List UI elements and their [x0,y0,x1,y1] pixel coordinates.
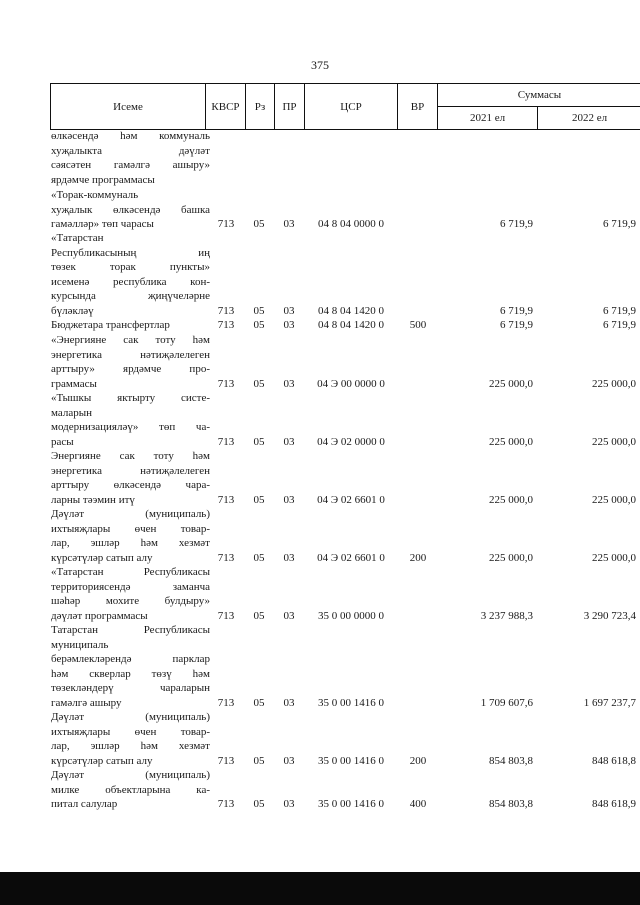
rz-cell: 05 [253,304,265,317]
row-name-line: расы [51,435,74,448]
row-name-line: хуҗалыкта дәүләт [51,144,210,157]
row-name-line: энергетика нәтиҗәлелеген [51,348,210,361]
csr-cell: 04 8 04 1420 0 [318,304,384,317]
row-name [51,231,210,318]
row-name-line: арттыру өлкәсендә чара- [51,479,210,491]
kvsr-cell: 713 [217,218,235,230]
pr-cell: 03 [283,609,295,622]
sum-2021-cell: 6 719,9 [500,319,533,331]
row-name-line: ларны тәэмин итү [51,493,135,506]
row-name-line: сәясәтен гамәлгә ашыру» [51,159,210,171]
kvsr-cell: 713 [217,493,235,506]
table-row [50,318,640,333]
row-name-line: модернизацияләү» төп ча- [51,421,210,433]
row-name-line: Дәүләт (муниципаль) [51,711,210,723]
sum-2022-cell: 225 000,0 [592,435,636,448]
row-name-line: төзекләндерү чараларын [51,682,210,694]
vr-cell: 400 [409,798,427,810]
pr-cell: 03 [283,435,295,448]
sum-2021-cell: 225 000,0 [489,435,533,448]
sum-2022-cell: 3 290 723,4 [583,609,636,622]
sum-2022-cell: 225 000,0 [592,377,636,390]
row-name-line: граммасы [51,377,97,390]
sum-2022-cell: 6 719,9 [603,319,636,331]
row-name-line: шәһәр мохите булдыру» [51,595,210,607]
rz-cell: 05 [253,696,265,709]
csr-cell: 35 0 00 0000 0 [318,609,384,622]
pr-cell: 03 [283,218,295,230]
vr-cell: 200 [409,551,427,564]
row-name-line: гамәлгә ашыру [51,696,122,709]
csr-cell: 04 Э 02 6601 0 [317,551,385,564]
row-name-line: лар, эшләр һәм хезмәт [51,537,210,549]
pr-cell: 03 [283,493,295,506]
kvsr-cell: 713 [217,609,235,622]
table-row [50,188,640,232]
sum-2021-cell: 3 237 988,3 [480,609,533,622]
row-name-line: курсында җиңүчеләрне [51,290,210,302]
header-year-2022: 2022 ел [571,111,608,124]
scan-bottom-border [0,872,640,905]
row-name-line: күрсәтүләр сатып алу [51,754,153,767]
table-row [50,623,640,710]
pr-cell: 03 [283,754,295,767]
sum-2021-cell: 225 000,0 [489,377,533,390]
row-name [51,710,210,768]
row-name-line: өлкәсендә һәм коммуналь [51,130,210,142]
header-csr: ЦСР [305,84,398,129]
row-name-line: Дәүләт (муниципаль) [51,508,210,520]
row-name-line: төзек торак пункты» [51,261,210,273]
row-name-line: ихтыяҗлары өчен товар- [51,522,210,535]
pr-cell: 03 [283,696,295,709]
sum-2021-cell: 854 803,8 [489,798,533,810]
sum-2022-cell: 225 000,0 [592,551,636,564]
sum-2021-cell: 6 719,9 [500,218,533,230]
kvsr-cell: 713 [217,435,235,448]
table-row [50,449,640,507]
vr-cell: 200 [409,754,427,767]
table-row [50,507,640,565]
rz-cell: 05 [253,609,265,622]
sum-2021-cell: 225 000,0 [489,551,533,564]
header-year-2021: 2021 ел [438,106,538,129]
row-name-line: Бюджетара трансфертлар [51,319,170,331]
sum-2022-cell: 6 719,9 [603,218,636,230]
row-name-line: «Тышкы яктырту систе- [51,392,210,404]
row-name-line: күрсәтүләр сатып алу [51,551,153,564]
row-name [51,565,210,623]
table-row [50,565,640,623]
row-name [51,768,210,812]
kvsr-cell: 713 [217,319,235,331]
sum-2021-cell: 225 000,0 [489,493,533,506]
kvsr-cell: 713 [217,304,235,317]
pr-cell: 03 [283,798,295,810]
rz-cell: 05 [253,754,265,767]
row-name [51,507,210,565]
row-name-line: территориясендә заманча [51,580,210,593]
header-name: Исеме [51,84,206,129]
row-name-line: лар, эшләр һәм хезмәт [51,740,210,752]
sum-2021-cell: 6 719,9 [500,304,533,317]
sum-2022-cell: 6 719,9 [603,304,636,317]
csr-cell: 35 0 00 1416 0 [318,754,384,767]
row-name-line: һәм скверлар төзү һәм [51,667,210,680]
vr-cell: 500 [409,319,427,331]
row-name-line: энергетика нәтиҗәлелеген [51,464,210,477]
row-name [51,188,210,232]
rz-cell: 05 [253,551,265,564]
rz-cell: 05 [253,435,265,448]
row-name-line: хуҗалык өлкәсендә башка [51,203,210,216]
row-name [51,333,210,391]
row-name-line: питал салулар [51,798,118,810]
row-name-line: Татарстан Республикасы [51,624,210,636]
pr-cell: 03 [283,319,295,331]
row-name [51,318,210,333]
pr-cell: 03 [283,551,295,564]
row-name-line: «Энергияне сак тоту һәм [51,334,210,346]
sum-2021-cell: 1 709 607,6 [480,696,533,709]
sum-2022-cell: 1 697 237,7 [583,696,636,709]
row-name-line: муниципаль [51,638,109,651]
csr-cell: 04 Э 02 6601 0 [317,493,385,506]
rz-cell: 05 [253,377,265,390]
csr-cell: 04 Э 00 0000 0 [317,377,385,390]
table-row [50,391,640,449]
csr-cell: 04 8 04 1420 0 [318,319,384,331]
header-rz: Рз [246,84,275,129]
csr-cell: 35 0 00 1416 0 [318,798,384,810]
row-name-line: исеменә республика кон- [51,275,210,288]
row-name-line: Республикасының иң [51,246,210,259]
row-name-line: дәүләт программасы [51,609,148,622]
kvsr-cell: 713 [217,377,235,390]
rz-cell: 05 [253,218,265,230]
row-name-line: ихтыяҗлары өчен товар- [51,725,210,738]
header-pr: ПР [275,84,305,129]
kvsr-cell: 713 [217,754,235,767]
rz-cell: 05 [253,798,265,810]
header-sums: Суммасы [438,84,640,107]
budget-table [50,83,640,810]
table-row [50,231,640,318]
csr-cell: 04 8 04 0000 0 [318,218,384,230]
row-name [51,391,210,449]
row-name-line: «Торак-коммуналь [51,189,139,201]
sum-2021-cell: 854 803,8 [489,754,533,767]
kvsr-cell: 713 [217,551,235,564]
page-number: 375 [311,58,329,72]
row-name-line: берәмлекләрендә парклар [51,653,210,665]
rz-cell: 05 [253,493,265,506]
rz-cell: 05 [253,319,265,331]
header-kvsr: КВСР [206,84,246,129]
table-header [50,83,640,130]
pr-cell: 03 [283,377,295,390]
row-name-line: «Татарстан [51,232,104,244]
row-name [51,129,210,187]
row-name-line: милке объектларына ка- [51,783,210,796]
sum-2022-cell: 848 618,8 [592,754,636,767]
csr-cell: 35 0 00 1416 0 [318,696,384,709]
row-name-line: «Татарстан Республикасы [51,566,210,578]
row-name-line: Энергияне сак тоту һәм [51,450,210,462]
table-row [50,333,640,391]
row-name-line: гамәлләр» төп чарасы [51,218,154,230]
table-row [50,768,640,812]
table-row [50,129,640,187]
row-name-line: маларын [51,406,93,419]
row-name-line: Дәүләт (муниципаль) [51,769,210,781]
sum-2022-cell: 848 618,9 [592,798,636,810]
kvsr-cell: 713 [217,798,235,810]
header-sums-group [438,84,640,129]
row-name-line: ярдәмче программасы [51,173,155,186]
table-row [50,710,640,768]
csr-cell: 04 Э 02 0000 0 [317,435,385,448]
header-vr: ВР [398,84,438,129]
row-name [51,449,210,507]
kvsr-cell: 713 [217,696,235,709]
row-name [51,623,210,710]
pr-cell: 03 [283,304,295,317]
row-name-line: арттыру» ярдәмче про- [51,363,210,375]
sum-2022-cell: 225 000,0 [592,493,636,506]
row-name-line: бүләкләү [51,304,94,317]
